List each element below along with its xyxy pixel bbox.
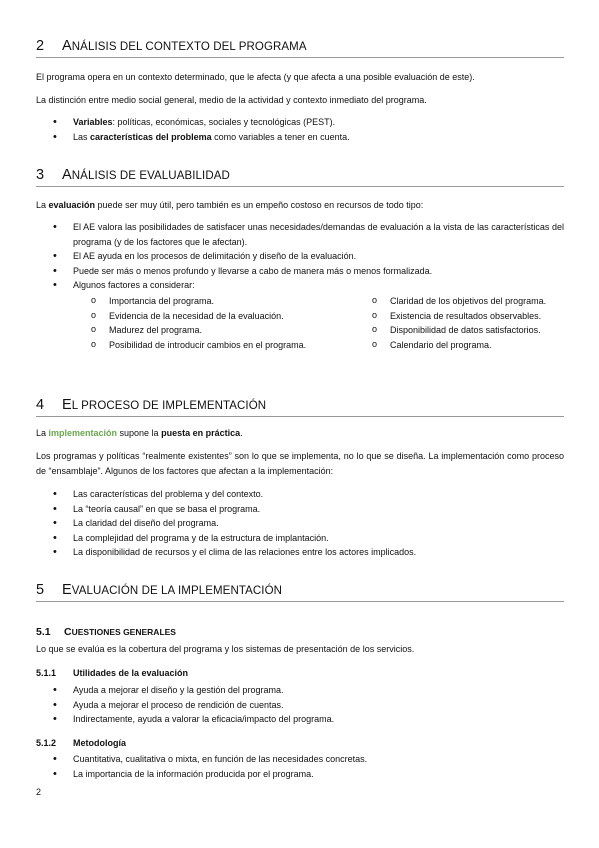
section-number: 5 bbox=[36, 582, 45, 598]
heading-initial: E bbox=[62, 397, 72, 413]
paragraph: Los programas y políticas “realmente existentes” son lo que se implementa, no lo que se diseña. La implementación como proceso de “ensamblaje”. Algunos de los factores que afectan a la implementación: bbox=[36, 451, 564, 476]
text: La bbox=[36, 200, 49, 210]
paragraph bbox=[36, 198, 564, 213]
list-item: o Evidencia de la necesidad de la evaluación. bbox=[91, 309, 321, 324]
page-number: 2 bbox=[36, 787, 42, 797]
list-item: o Claridad de los objetivos del programa. bbox=[372, 294, 572, 309]
section-4-heading bbox=[36, 397, 564, 417]
list-item: • Las características del problema y del contexto. bbox=[36, 487, 564, 502]
subsection-5-1-2-heading bbox=[36, 738, 126, 748]
text: supone la bbox=[117, 428, 162, 438]
list-item: • La “teoría causal” en que se basa el programa. bbox=[36, 502, 564, 517]
heading-text: Metodología bbox=[73, 738, 126, 748]
list-item: • Ayuda a mejorar el diseño y la gestión del programa. bbox=[36, 683, 564, 698]
paragraph bbox=[36, 426, 564, 441]
heading-text: Utilidades de la evaluación bbox=[73, 668, 189, 678]
paragraph: Lo que se evalúa es la cobertura del programa y los sistemas de presentación de los servicios. bbox=[36, 644, 415, 654]
list-item bbox=[36, 130, 564, 145]
factors-left-list bbox=[91, 294, 321, 352]
heading-rest: VALUACIÓN DE LA IMPLEMENTACIÓN bbox=[71, 585, 283, 597]
heading-initial: A bbox=[62, 38, 72, 54]
list-item: o Existencia de resultados observables. bbox=[372, 309, 572, 324]
item-text: : políticas, económicas, sociales y tecnológicas (PEST). bbox=[112, 117, 336, 127]
list-item: • Cuantitativa, cualitativa o mixta, en función de las necesidades concretas. bbox=[36, 752, 564, 767]
list-item: • Algunos factores a considerar: bbox=[36, 278, 564, 293]
list-item: o Posibilidad de introducir cambios en el programa. bbox=[91, 338, 321, 353]
factors-right-list bbox=[372, 294, 572, 352]
highlight-text: implementación bbox=[48, 428, 118, 438]
list-item: • Puede ser más o menos profundo y llevarse a cabo de manera más o menos formalizada. bbox=[36, 264, 564, 279]
heading-rest: UESTIONES GENERALES bbox=[71, 627, 176, 637]
bullet-list bbox=[36, 220, 564, 293]
bullet-list bbox=[36, 487, 564, 560]
heading-initial: E bbox=[62, 582, 72, 598]
list-item: o Madurez del programa. bbox=[91, 323, 321, 338]
list-item: o Disponibilidad de datos satisfactorios. bbox=[372, 323, 572, 338]
list-item: o Calendario del programa. bbox=[372, 338, 572, 353]
bullet-list bbox=[36, 752, 564, 781]
section-2-heading bbox=[36, 38, 564, 58]
list-item: • Indirectamente, ayuda a valorar la eficacia/impacto del programa. bbox=[36, 712, 564, 727]
item-text: como variables a tener en cuenta. bbox=[211, 131, 350, 142]
list-item: • El AE ayuda en los procesos de delimitación y diseño de la evaluación. bbox=[36, 249, 564, 264]
list-item: • La importancia de la información producida por el programa. bbox=[36, 767, 564, 782]
heading-rest: NÁLISIS DE EVALUABILIDAD bbox=[71, 170, 230, 182]
bullet-list bbox=[36, 683, 564, 727]
bold-text: Variables bbox=[73, 117, 113, 127]
section-number: 2 bbox=[36, 38, 45, 54]
paragraph: El programa opera en un contexto determinado, que le afecta (y que afecta a una posible evaluación de este). bbox=[36, 72, 475, 82]
bold-text: características del problema bbox=[90, 131, 212, 142]
bullet-list bbox=[36, 115, 564, 144]
list-item: • La disponibilidad de recursos y el clima de las relaciones entre los actores implicados. bbox=[36, 545, 564, 560]
section-5-heading bbox=[36, 582, 564, 602]
heading-initial: A bbox=[62, 167, 72, 183]
list-item bbox=[36, 115, 564, 130]
list-item: o Importancia del programa. bbox=[91, 294, 321, 309]
text: puede ser muy útil, pero también es un empeño costoso en recursos de todo tipo: bbox=[95, 200, 424, 210]
subsection-number: 5.1 bbox=[36, 626, 51, 638]
subsection-number: 5.1.2 bbox=[36, 738, 57, 748]
section-3-heading bbox=[36, 167, 564, 187]
list-item: • Ayuda a mejorar el proceso de rendición de cuentas. bbox=[36, 698, 564, 713]
subsection-number: 5.1.1 bbox=[36, 668, 57, 678]
text: La bbox=[36, 428, 49, 438]
list-item: • El AE valora las posibilidades de satisfacer unas necesidades/demandas de evaluación a la vista de las características del programa (y de los factores que le afectan). bbox=[36, 220, 564, 249]
heading-rest: L PROCESO DE IMPLEMENTACIÓN bbox=[71, 400, 267, 412]
text: . bbox=[240, 428, 243, 438]
heading-rest: NÁLISIS DEL CONTEXTO DEL PROGRAMA bbox=[71, 41, 307, 53]
subsection-5-1-1-heading bbox=[36, 668, 188, 678]
bold-text: evaluación bbox=[48, 200, 96, 210]
section-number: 3 bbox=[36, 167, 45, 183]
subsection-5-1-heading bbox=[36, 626, 176, 638]
item-text: Las bbox=[73, 131, 91, 142]
list-item: • La complejidad del programa y de la estructura de implantación. bbox=[36, 531, 564, 546]
list-item: • La claridad del diseño del programa. bbox=[36, 516, 564, 531]
heading-initial: C bbox=[64, 626, 72, 638]
section-number: 4 bbox=[36, 397, 45, 413]
paragraph: La distinción entre medio social general, medio de la actividad y contexto inmediato del programa. bbox=[36, 95, 427, 105]
bold-text: puesta en práctica bbox=[161, 428, 241, 438]
